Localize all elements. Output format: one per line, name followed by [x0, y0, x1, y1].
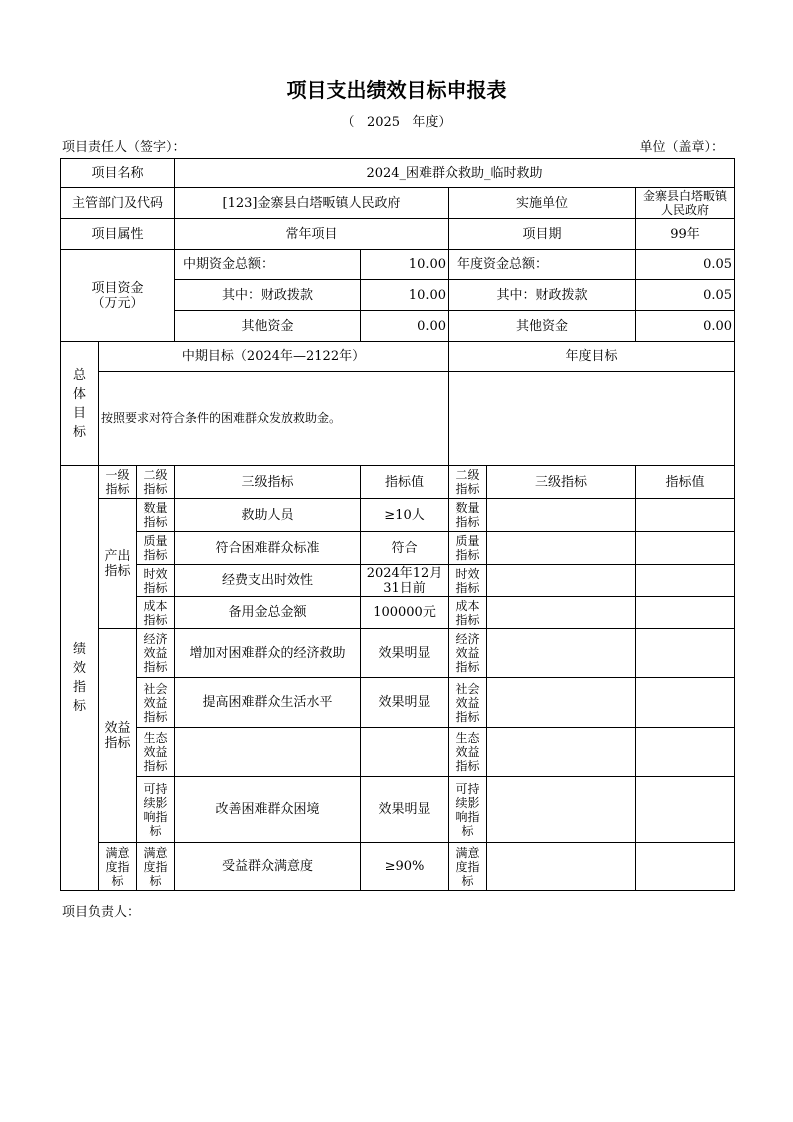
- row-level3: 符合困难群众标准: [175, 532, 361, 565]
- row-value: 效果明显: [361, 777, 449, 843]
- row-year-value: [636, 532, 735, 565]
- row-level2: 社会效益指标: [137, 678, 175, 728]
- row-level3: 提高困难群众生活水平: [175, 678, 361, 728]
- row-year-value: [636, 597, 735, 629]
- row-level3: 增加对困难群众的经济救助: [175, 629, 361, 678]
- year-other-value: 0.00: [636, 311, 735, 342]
- row-year-level3: [487, 565, 636, 597]
- row-year-value: [636, 678, 735, 728]
- year-other-label: 其他资金: [449, 311, 636, 342]
- year-label: （ 2025 年度）: [341, 115, 452, 130]
- mid-total-label: 中期资金总额：: [175, 250, 361, 280]
- row-year-level3: [487, 499, 636, 532]
- row-year-level2: 满意度指标: [449, 843, 487, 891]
- attr-label: 项目属性: [61, 219, 175, 250]
- year-goal-header: 年度目标: [449, 342, 735, 372]
- row-year-level2: 可持续影响指标: [449, 777, 487, 843]
- project-name-value: 2024_困难群众救助_临时救助: [175, 159, 735, 188]
- project-name-label: 项目名称: [61, 159, 175, 188]
- dept-label: 主管部门及代码: [61, 188, 175, 219]
- row-year-level2: 时效指标: [449, 565, 487, 597]
- unit-seal: 单位（盖章）：: [639, 140, 724, 155]
- project-leader-label: 项目负责人：: [62, 905, 141, 920]
- period-value: 99年: [636, 219, 735, 250]
- row-level3: 经费支出时效性: [175, 565, 361, 597]
- row-level2: 经济效益指标: [137, 629, 175, 678]
- row-year-level2: 数量指标: [449, 499, 487, 532]
- impl-value: 金寨县白塔畈镇人民政府: [636, 188, 735, 219]
- row-year-level2: 社会效益指标: [449, 678, 487, 728]
- responsible-signature: 项目责任人（签字）：: [62, 140, 186, 155]
- row-value: 符合: [361, 532, 449, 565]
- row-year-value: [636, 777, 735, 843]
- row-year-level2: 成本指标: [449, 597, 487, 629]
- impl-label: 实施单位: [449, 188, 636, 219]
- row-year-value: [636, 565, 735, 597]
- overall-goal-label: 总体目标: [61, 342, 99, 466]
- satisfaction-indicator-label: 满意度指标: [99, 843, 137, 891]
- col-level1: 一级指标: [99, 466, 137, 499]
- attr-value: 常年项目: [175, 219, 449, 250]
- row-year-level3: [487, 629, 636, 678]
- mid-goal-header: 中期目标（2024年—2122年）: [99, 342, 449, 372]
- row-level2: 生态效益指标: [137, 728, 175, 777]
- row-year-value: [636, 629, 735, 678]
- row-year-level3: [487, 532, 636, 565]
- row-value: [361, 728, 449, 777]
- row-value: ≥90%: [361, 843, 449, 891]
- row-year-level2: 生态效益指标: [449, 728, 487, 777]
- row-year-level3: [487, 728, 636, 777]
- row-level2: 成本指标: [137, 597, 175, 629]
- row-year-level3: [487, 843, 636, 891]
- year-fiscal-value: 0.05: [636, 280, 735, 311]
- row-year-value: [636, 499, 735, 532]
- row-level2: 质量指标: [137, 532, 175, 565]
- row-level3: 备用金总金额: [175, 597, 361, 629]
- col-level2: 二级指标: [137, 466, 175, 499]
- mid-other-label: 其他资金: [175, 311, 361, 342]
- row-year-value: [636, 843, 735, 891]
- row-year-level2: 质量指标: [449, 532, 487, 565]
- mid-other-value: 0.00: [361, 311, 449, 342]
- row-level2: 数量指标: [137, 499, 175, 532]
- col-level3: 三级指标: [175, 466, 361, 499]
- row-level3: 改善困难群众困境: [175, 777, 361, 843]
- row-level2: 时效指标: [137, 565, 175, 597]
- mid-fiscal-label: 其中：财政拨款: [175, 280, 361, 311]
- mid-fiscal-value: 10.00: [361, 280, 449, 311]
- page-title: 项目支出绩效目标申报表: [286, 78, 507, 102]
- row-value: 100000元: [361, 597, 449, 629]
- row-level2: 可持续影响指标: [137, 777, 175, 843]
- performance-form-table: [60, 158, 735, 891]
- dept-value: [123]金寨县白塔畈镇人民政府: [175, 188, 449, 219]
- output-indicator-label: 产出指标: [99, 499, 137, 629]
- row-value: 效果明显: [361, 678, 449, 728]
- col-year-value: 指标值: [636, 466, 735, 499]
- col-value: 指标值: [361, 466, 449, 499]
- benefit-indicator-label: 效益指标: [99, 629, 137, 843]
- col-year-level3: 三级指标: [487, 466, 636, 499]
- row-year-level3: [487, 678, 636, 728]
- row-year-value: [636, 728, 735, 777]
- period-label: 项目期: [449, 219, 636, 250]
- funds-label: 项目资金（万元）: [61, 250, 175, 342]
- year-total-value: 0.05: [636, 250, 735, 280]
- mid-goal-text: 按照要求对符合条件的困难群众发放救助金。: [99, 372, 449, 466]
- row-level2: 满意度指标: [137, 843, 175, 891]
- year-fiscal-label: 其中：财政拨款: [449, 280, 636, 311]
- row-level3: 救助人员: [175, 499, 361, 532]
- row-year-level2: 经济效益指标: [449, 629, 487, 678]
- row-value: 2024年12月31日前: [361, 565, 449, 597]
- mid-total-value: 10.00: [361, 250, 449, 280]
- row-level3: [175, 728, 361, 777]
- row-value: 效果明显: [361, 629, 449, 678]
- year-total-label: 年度资金总额：: [449, 250, 636, 280]
- col-year-level2: 二级指标: [449, 466, 487, 499]
- performance-label: 绩效指标: [61, 466, 99, 891]
- row-level3: 受益群众满意度: [175, 843, 361, 891]
- row-year-level3: [487, 597, 636, 629]
- row-value: ≥10人: [361, 499, 449, 532]
- row-year-level3: [487, 777, 636, 843]
- year-goal-text: [449, 372, 735, 466]
